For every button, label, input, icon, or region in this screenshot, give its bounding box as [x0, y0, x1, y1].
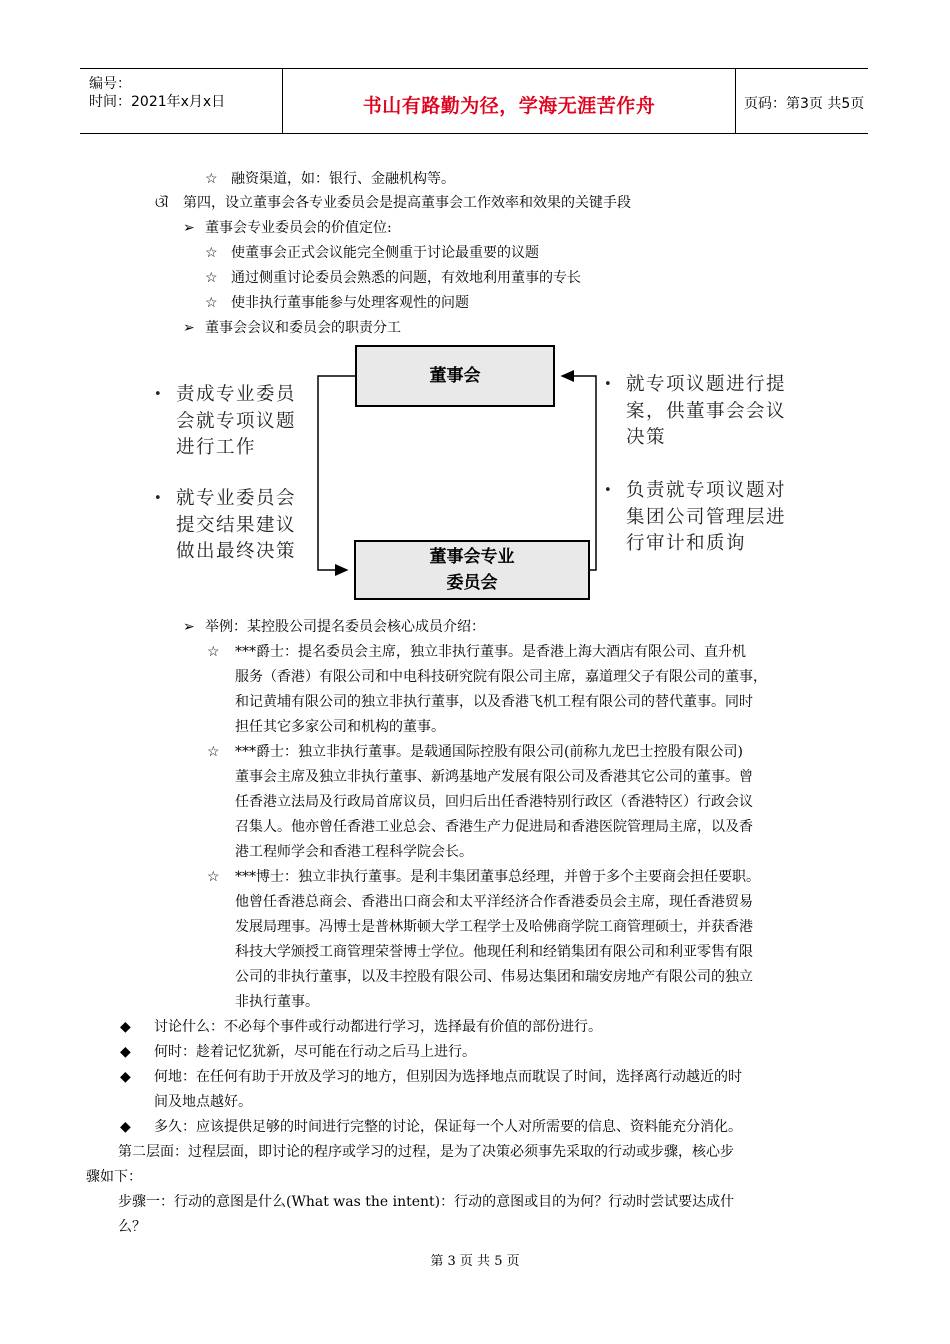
header-info-cell: [80, 69, 282, 133]
doc-number: 编号：: [89, 76, 131, 92]
motto: 书山有路勤为径，学海无涯苦作舟: [362, 95, 656, 117]
committee-box: 董事会专业 委员会: [354, 540, 590, 600]
left-connector-arrow: [318, 376, 355, 570]
board-box: 董事会: [355, 345, 555, 407]
list-item: ☆ 通过侧重讨论委员会熟悉的问题，有效地利用董事的专长: [205, 266, 581, 291]
right-note-propose: • 就专项议题进行提 案，供董事会会议 决策: [604, 374, 787, 448]
list-item: ◆ 何地：在任何有助于开放及学习的地方，但别因为选择地点而耽误了时间，选择离行动越近的时 间及地点越好。: [154, 1065, 866, 1115]
left-note-decide: • 就专业委员会 提交结果建议 做出最终决策: [154, 488, 297, 562]
diamond-bullet-icon: ◆: [120, 1069, 131, 1085]
star-icon: ☆: [205, 245, 218, 261]
diamond-bullet-icon: ◆: [120, 1019, 131, 1035]
arrow-bullet-icon: ➢: [183, 220, 195, 236]
left-note-assign: • 责成专业委员 会就专项议题 进行工作: [154, 384, 297, 458]
arrow-bullet-icon: ➢: [183, 320, 195, 336]
list-item: ◆ 讨论什么：不必每个事件或行动都进行学习，选择最有价值的部份进行。: [120, 1015, 602, 1040]
member-bio-2: ☆ ***爵士：独立非执行董事。是载通国际控股有限公司(前称九龙巴士控股有限公司) 董事会主席及独立非执行董事、新鸿基地产发展有限公司及香港其它公司的董事。曾 任香港立法局及行政局首席议员，回归后出任香港特别行政区（香港特区）行政会议 召集人。他亦曾任香港工业总会、香港生产力促进局和香港医院管理局主席，以及香 港工程师学会和香港工程科学院会长。: [235, 740, 865, 865]
list-item: ◆ 何时：趁着记忆犹新，尽可能在行动之后马上进行。: [120, 1040, 476, 1065]
header-page-cell: [736, 69, 868, 133]
page-indicator: 页码：第3页 共5页: [744, 96, 865, 112]
diamond-bullet-icon: ◆: [120, 1119, 131, 1135]
dot-bullet-icon: •: [154, 387, 164, 402]
right-note-audit: • 负责就专项议题对 集团公司管理层进 行审计和质询: [604, 480, 787, 554]
star-icon: ☆: [205, 171, 218, 187]
list-item: ◆ 多久：应该提供足够的时间进行完整的讨论，保证每一个人对所需要的信息、资料能充分消化。: [120, 1115, 742, 1140]
list-item: ☆ 融资渠道，如：银行、金融机构等。: [205, 167, 455, 192]
page-header: [80, 68, 868, 134]
header-motto-cell: [282, 69, 736, 133]
swirl-bullet-icon: ଔ: [155, 195, 169, 211]
member-bio-1: ☆ ***爵士：提名委员会主席，独立非执行董事。是香港上海大酒店有限公司、直升机 服务（香港）有限公司和中电科技研究院有限公司主席，嘉道理父子有限公司的董事， 和记黄埔有限公司的独立非执行董事，以及香港飞机工程有限公司的替代董事。同时 担任其它多家公司和机构的董事。: [235, 640, 865, 740]
member-bio-3: ☆ ***博士：独立非执行董事。是利丰集团董事总经理，并曾于多个主要商会担任要职。 他曾任香港总商会、香港出口商会和太平洋经济合作香港委员会主席，现任香港贸易 发展局理事。冯博士是普林斯顿大学工程学士及哈佛商学院工商管理硕士，并获香港 科技大学颁授工商管理荣誉博士学位。他现任利和经销集团有限公司和利亚零售有限 公司的非执行董事，以及丰控股有限公司、伟易达集团和瑞安房地产有限公司的独立 非执行董事。: [235, 865, 865, 1015]
list-item: ☆ 使董事会正式会议能完全侧重于讨论最重要的议题: [205, 241, 539, 266]
star-icon: ☆: [205, 295, 218, 311]
star-icon: ☆: [207, 644, 220, 660]
section-heading: ଔ 第四，设立董事会各专业委员会是提高董事会工作效率和效果的关键手段: [155, 191, 631, 216]
star-icon: ☆: [207, 744, 220, 760]
diamond-bullet-icon: ◆: [120, 1044, 131, 1060]
dot-bullet-icon: •: [604, 483, 614, 498]
list-item: ☆ 使非执行董事能参与处理客观性的问题: [205, 291, 469, 316]
paragraph: 第二层面：过程层面，即讨论的程序或学习的过程，是为了决策必须事先采取的行动或步骤，核心步 骤如下：: [86, 1144, 734, 1185]
responsibility-diagram: [150, 338, 810, 610]
dot-bullet-icon: •: [154, 491, 164, 506]
paragraph: 步骤一：行动的意图是什么(What was the intent)：行动的意图或目的为何？行动时尝试要达成什 么？: [118, 1194, 735, 1235]
doc-date: 时间：2021年x月x日: [89, 94, 226, 110]
page-footer: 第 3 页 共 5 页: [430, 1254, 520, 1269]
list-item: ➢ 董事会专业委员会的价值定位:: [183, 216, 392, 241]
dot-bullet-icon: •: [604, 377, 614, 392]
list-item: ➢ 举例：某控股公司提名委员会核心成员介绍：: [183, 615, 485, 640]
list-item: ➢ 董事会会议和委员会的职责分工: [183, 316, 401, 341]
arrow-bullet-icon: ➢: [183, 619, 195, 635]
star-icon: ☆: [207, 869, 220, 885]
star-icon: ☆: [205, 270, 218, 286]
